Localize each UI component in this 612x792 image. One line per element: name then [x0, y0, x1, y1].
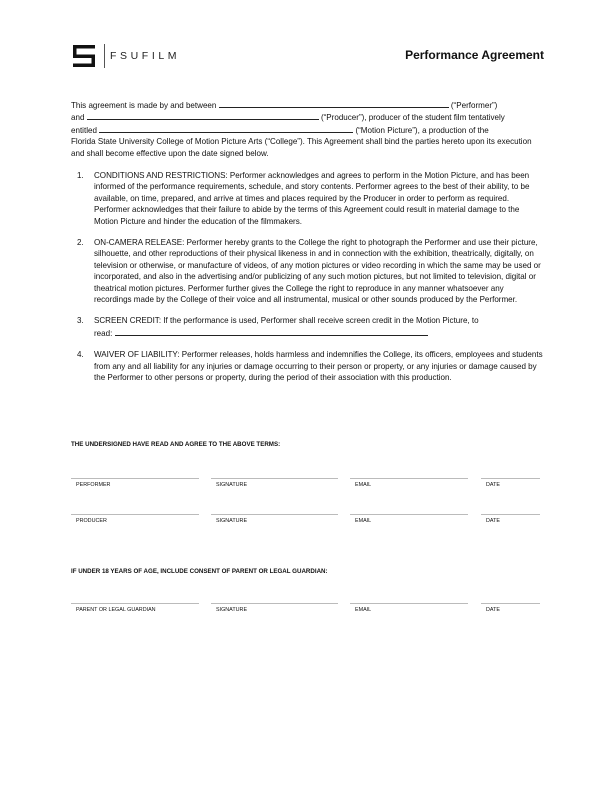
clause-text: ON-CAMERA RELEASE: Performer hereby grants to the College the right to photograph the Performer and use their picture, silhouette, and other reproductions of their physical likeness in and in connection with the exhibition, theatrically, digitally, on television or otherwise, or manufacture of videos, of any motion pictures or video recording in which the same may be used or incorporated, and also in the advertising and/or publicizing of any such motion pictures, but not limited to television, digital or theatrical motion pictures. Performer further gives the College the right to reproduce in any manner whatsoever any recordings made by the College of their voice and all instrumental, musical or other sounds produced by the Performer. [94, 238, 541, 305]
clause-conditions [71, 170, 543, 227]
field-label: PARENT OR LEGAL GUARDIAN [76, 607, 156, 613]
date-field[interactable] [481, 478, 540, 498]
signature-row-performer [71, 478, 541, 498]
document-title: Performance Agreement [405, 48, 544, 62]
field-label: DATE [486, 482, 500, 488]
clause-number: 3. [77, 316, 84, 326]
producer-field[interactable] [71, 514, 199, 534]
guardian-heading: IF UNDER 18 YEARS OF AGE, INCLUDE CONSENT OF PARENT OR LEGAL GUARDIAN: [71, 568, 328, 575]
signature-field[interactable] [211, 478, 338, 498]
field-label: EMAIL [355, 482, 372, 488]
guardian-field[interactable] [71, 603, 199, 623]
performer-field[interactable] [71, 478, 199, 498]
signature-row-producer [71, 514, 541, 534]
performer-name-field[interactable] [219, 99, 449, 108]
clause-screen-credit [71, 315, 543, 339]
producer-name-field[interactable] [87, 111, 319, 120]
motion-picture-tag: (“Motion Picture”), a production of the [355, 125, 489, 135]
signatures-heading: THE UNDERSIGNED HAVE READ AND AGREE TO THE ABOVE TERMS: [71, 441, 281, 448]
field-label: SIGNATURE [216, 482, 248, 488]
clause-text: SCREEN CREDIT: If the performance is used, Performer shall receive screen credit in the Motion Picture, to [94, 316, 479, 326]
field-label: PRODUCER [76, 518, 107, 524]
intro-paragraph [71, 99, 543, 159]
email-field[interactable] [350, 478, 468, 498]
fsu-film-logo-mark-icon [71, 43, 97, 69]
clause-number: 1. [77, 171, 84, 180]
field-label: DATE [486, 518, 500, 524]
field-label: DATE [486, 607, 500, 613]
performer-tag: (“Performer”) [450, 101, 498, 110]
logo-divider [104, 44, 105, 68]
intro-text: This agreement is made by and between [71, 101, 217, 110]
producer-tag: (“Producer”), producer of the student film tentatively [320, 113, 505, 123]
clauses-list [71, 170, 543, 394]
intro-rest: Florida State University College of Motion Picture Arts (“College”). This Agreement shall bind the parties hereto upon its execution and shall become effective upon the date signed below. [71, 137, 532, 158]
intro-and: and [71, 113, 85, 123]
clause-on-camera-release [71, 237, 543, 305]
field-label: SIGNATURE [216, 518, 248, 524]
email-field[interactable] [350, 603, 468, 623]
clause-waiver [71, 349, 543, 383]
field-label: EMAIL [355, 518, 372, 524]
signature-row-guardian [71, 603, 541, 623]
intro-line-3 [71, 124, 543, 136]
field-label: SIGNATURE [216, 607, 248, 613]
intro-line-2 [71, 111, 543, 123]
intro-entitled: entitled [71, 125, 97, 135]
signature-field[interactable] [211, 603, 338, 623]
field-label: PERFORMER [76, 482, 111, 488]
field-label: EMAIL [355, 607, 372, 613]
email-field[interactable] [350, 514, 468, 534]
date-field[interactable] [481, 514, 540, 534]
screen-credit-field[interactable] [115, 327, 428, 336]
signature-field[interactable] [211, 514, 338, 534]
film-title-field[interactable] [99, 124, 353, 133]
logo-text: FSUFILM [110, 50, 181, 62]
clause-number: 4. [77, 350, 84, 360]
date-field[interactable] [481, 603, 540, 623]
clause-text: WAIVER OF LIABILITY: Performer releases, holds harmless and indemnifies the College, its officers, employees and students from any and all liability for any injuries or damage occurring to their person or property, or any injuries or damage caused by the Performer to other persons or property, during the period of their association with this production. [94, 350, 543, 383]
clause-number: 2. [77, 238, 84, 248]
clause-tail: read: [94, 328, 113, 338]
intro-line-1 [71, 99, 543, 111]
clause-text: CONDITIONS AND RESTRICTIONS: Performer acknowledges and agrees to perform in the Motion Picture, and has been informed of the performance requirements, schedule, and story contents. Performer agrees to the best of their ability, to be available, on time, prepared, and arrive at times and places required by the Producer in order to perform as required. Performer acknowledges that their failure to abide by the terms of this Agreement could result in material damage to the Motion Picture and hinder the education of the filmmakers. [94, 171, 530, 226]
